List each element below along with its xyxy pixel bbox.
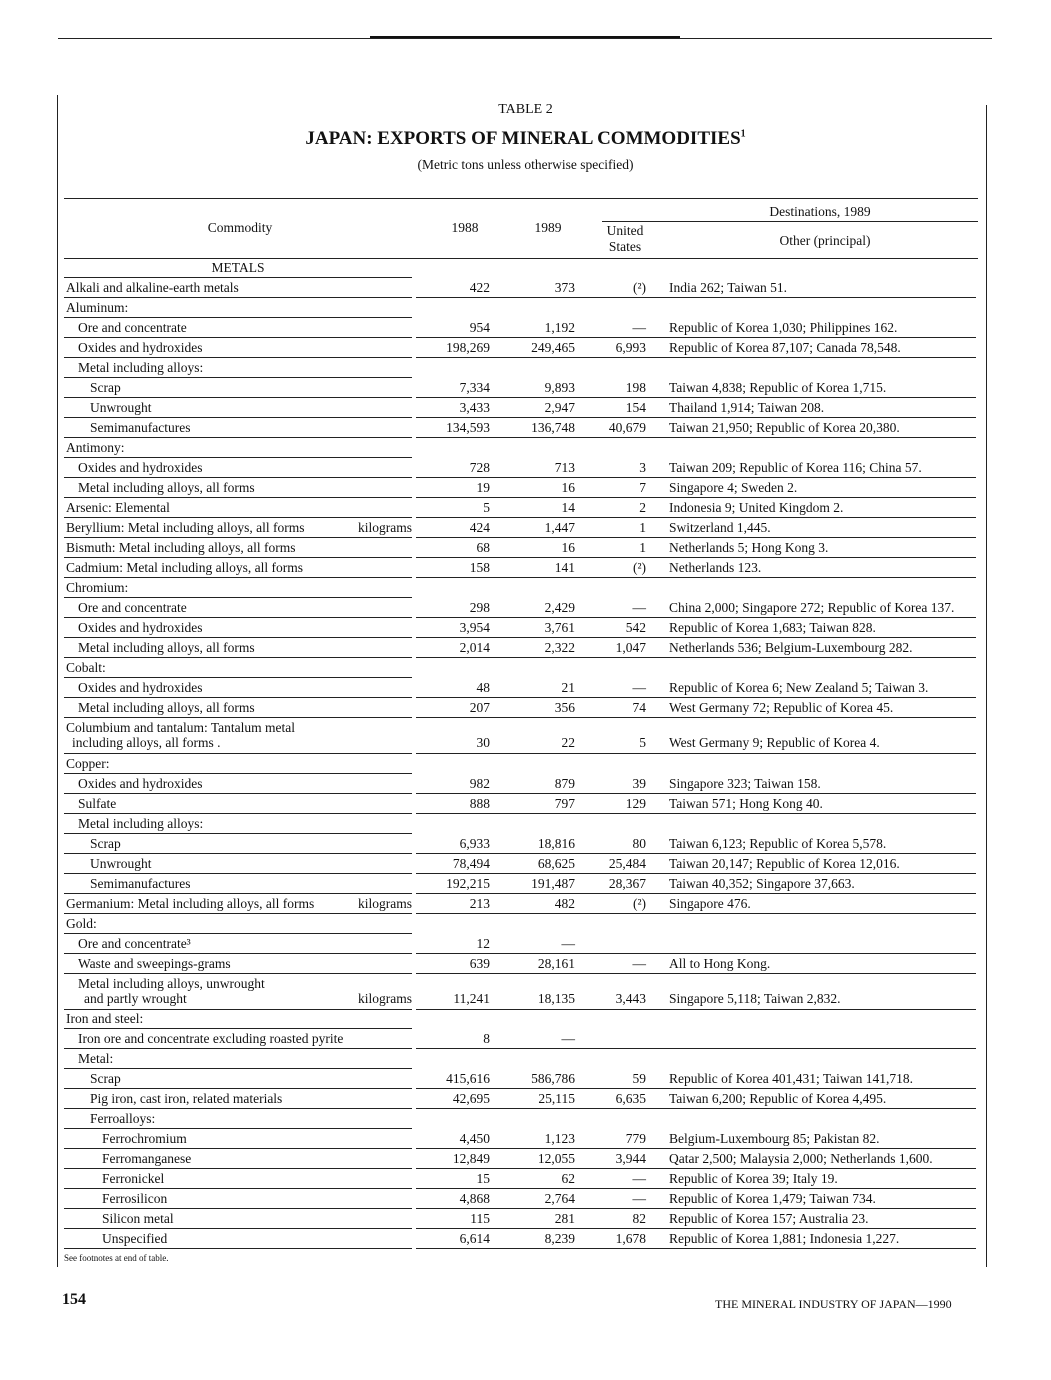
commodity-label: Ore and concentrate xyxy=(78,600,187,615)
page-number: 154 xyxy=(62,1291,86,1308)
value-united-states: 25,484 xyxy=(608,856,646,871)
value-1988: 639 xyxy=(469,956,490,971)
value-1989: 21 xyxy=(561,680,575,695)
title-footnote-marker: 1 xyxy=(740,128,746,140)
value-1988: 30 xyxy=(476,735,490,750)
commodity-label: Gold: xyxy=(66,916,97,931)
commodity-label: Metal including alloys, all forms xyxy=(78,480,255,495)
commodity-label: Oxides and hydroxides xyxy=(78,776,203,791)
value-1989: 2,429 xyxy=(544,600,575,615)
value-other-destinations: Indonesia 9; United Kingdom 2. xyxy=(669,500,844,515)
table-row xyxy=(0,1149,1051,1169)
table-row xyxy=(0,1169,1051,1189)
value-united-states: 779 xyxy=(625,1131,646,1146)
row-rule-values xyxy=(416,1248,976,1249)
col-header-us-line1: United xyxy=(606,223,644,238)
unit-label: kilograms xyxy=(358,896,412,911)
unit-label: kilograms xyxy=(358,520,412,535)
value-1988: 3,433 xyxy=(459,400,490,415)
table-row xyxy=(0,478,1051,498)
value-1989: 249,465 xyxy=(531,340,575,355)
commodity-label: Metal including alloys: xyxy=(78,816,204,831)
table-title-text: JAPAN: EXPORTS OF MINERAL COMMODITIES xyxy=(305,128,741,149)
value-united-states: 80 xyxy=(632,836,646,851)
value-other-destinations: Thailand 1,914; Taiwan 208. xyxy=(669,400,825,415)
value-1989: 191,487 xyxy=(531,876,575,891)
value-1989: 1,123 xyxy=(544,1131,575,1146)
value-united-states: 6,635 xyxy=(615,1091,646,1106)
value-1988: 8 xyxy=(483,1031,490,1046)
value-1988: 4,868 xyxy=(459,1191,490,1206)
commodity-label: Antimony: xyxy=(66,440,125,455)
table-row xyxy=(0,914,1051,934)
value-1989: 1,447 xyxy=(544,520,575,535)
value-1988: 5 xyxy=(483,500,490,515)
value-1988: 158 xyxy=(469,560,490,575)
value-other-destinations: Republic of Korea 1,479; Taiwan 734. xyxy=(669,1191,876,1206)
value-1988: 134,593 xyxy=(446,420,490,435)
value-1988: 2,014 xyxy=(459,640,490,655)
col-header-commodity: Commodity xyxy=(207,220,273,235)
value-1988: 68 xyxy=(476,540,490,555)
value-other-destinations: Singapore 5,118; Taiwan 2,832. xyxy=(669,991,841,1006)
value-other-destinations: Taiwan 209; Republic of Korea 116; China 57. xyxy=(669,460,922,475)
value-united-states: 542 xyxy=(625,620,646,635)
table-row xyxy=(0,1229,1051,1249)
commodity-label: Ore and concentrate³ xyxy=(78,936,191,951)
value-other-destinations: Netherlands 123. xyxy=(669,560,762,575)
table-row xyxy=(0,934,1051,954)
value-1989: 9,893 xyxy=(544,380,575,395)
footnote-note: See footnotes at end of table. xyxy=(64,1253,169,1263)
table-row xyxy=(0,558,1051,578)
col-header-us-line2: States xyxy=(608,239,642,254)
commodity-label: Metal including alloys: xyxy=(78,360,204,375)
value-united-states: 6,993 xyxy=(615,340,646,355)
value-united-states: (²) xyxy=(632,560,646,575)
value-1989: 25,115 xyxy=(538,1091,575,1106)
commodity-label: Oxides and hydroxides xyxy=(78,680,203,695)
value-united-states: 3 xyxy=(639,460,646,475)
table-row xyxy=(0,538,1051,558)
value-united-states: 1 xyxy=(639,540,646,555)
value-united-states: — xyxy=(632,956,646,971)
table-row xyxy=(0,338,1051,358)
commodity-label: Oxides and hydroxides xyxy=(78,460,203,475)
value-other-destinations: Republic of Korea 401,431; Taiwan 141,718. xyxy=(669,1071,914,1086)
value-1988: 415,616 xyxy=(446,1071,490,1086)
value-other-destinations: West Germany 9; Republic of Korea 4. xyxy=(669,735,880,750)
value-united-states: 1,047 xyxy=(615,640,646,655)
table-row xyxy=(0,1069,1051,1089)
value-1989: 141 xyxy=(554,560,575,575)
commodity-label: Alkali and alkaline-earth metals xyxy=(66,280,239,295)
value-other-destinations: Taiwan 40,352; Singapore 37,663. xyxy=(669,876,855,891)
commodity-label: Oxides and hydroxides xyxy=(78,340,203,355)
table-row xyxy=(0,458,1051,478)
commodity-label: Waste and sweepings-grams xyxy=(78,956,231,971)
col-header-1989: 1989 xyxy=(534,220,562,235)
value-other-destinations: Singapore 4; Sweden 2. xyxy=(669,480,798,495)
commodity-label: Germanium: Metal including alloys, all forms xyxy=(66,896,315,911)
header-top-rule xyxy=(64,198,978,199)
value-1988: 6,614 xyxy=(459,1231,490,1246)
commodity-label: Ferroalloys: xyxy=(90,1111,156,1126)
value-1989: 281 xyxy=(554,1211,575,1226)
value-other-destinations: Republic of Korea 6; New Zealand 5; Taiwan 3. xyxy=(669,680,929,695)
commodity-label: Pig iron, cast iron, related materials xyxy=(90,1091,283,1106)
value-other-destinations: Taiwan 571; Hong Kong 40. xyxy=(669,796,823,811)
value-1988: 888 xyxy=(469,796,490,811)
table-row xyxy=(0,874,1051,894)
value-1989: 797 xyxy=(554,796,575,811)
commodity-label: Arsenic: Elemental xyxy=(66,500,170,515)
value-other-destinations: Taiwan 21,950; Republic of Korea 20,380. xyxy=(669,420,900,435)
commodity-label: Semimanufactures xyxy=(90,876,191,891)
top-rule xyxy=(58,38,992,39)
commodity-label: Bismuth: Metal including alloys, all forms xyxy=(66,540,296,555)
value-united-states: 74 xyxy=(632,700,646,715)
value-united-states: 129 xyxy=(625,796,646,811)
commodity-label: Scrap xyxy=(90,836,121,851)
value-1988: 207 xyxy=(469,700,490,715)
commodity-label: Cobalt: xyxy=(66,660,106,675)
commodity-label: Unwrought xyxy=(90,400,152,415)
table-row xyxy=(0,1089,1051,1109)
value-1988: 12,849 xyxy=(452,1151,490,1166)
value-1989: 356 xyxy=(554,700,575,715)
value-1988: 6,933 xyxy=(459,836,490,851)
table-row xyxy=(0,718,1051,754)
unit-label: kilograms xyxy=(358,991,412,1006)
value-1989: 373 xyxy=(554,280,575,295)
commodity-label: Metal including alloys, all forms xyxy=(78,700,255,715)
value-other-destinations: Taiwan 4,838; Republic of Korea 1,715. xyxy=(669,380,887,395)
value-united-states: 59 xyxy=(632,1071,646,1086)
table-row xyxy=(0,954,1051,974)
value-other-destinations: Qatar 2,500; Malaysia 2,000; Netherlands 1,600. xyxy=(669,1151,933,1166)
table-row xyxy=(0,278,1051,298)
value-united-states: 154 xyxy=(625,400,646,415)
table-row xyxy=(0,1209,1051,1229)
table-row xyxy=(0,754,1051,774)
commodity-label: Columbium and tantalum: Tantalum metal xyxy=(66,720,296,735)
table-row xyxy=(0,418,1051,438)
commodity-label: Metal including alloys, unwrought xyxy=(78,976,265,991)
value-1988: 422 xyxy=(469,280,490,295)
value-1989: 22 xyxy=(561,735,575,750)
commodity-label: Scrap xyxy=(90,380,121,395)
value-other-destinations: West Germany 72; Republic of Korea 45. xyxy=(669,700,894,715)
value-united-states: 198 xyxy=(625,380,646,395)
commodity-label: Unspecified xyxy=(102,1231,168,1246)
value-united-states: — xyxy=(632,1191,646,1206)
value-1989: 18,135 xyxy=(537,991,575,1006)
table-row xyxy=(0,1109,1051,1129)
value-1988: 298 xyxy=(469,600,490,615)
value-1988: 15 xyxy=(476,1171,490,1186)
value-1989: 28,161 xyxy=(537,956,575,971)
commodity-label: Cadmium: Metal including alloys, all forms xyxy=(66,560,303,575)
value-1989: 8,239 xyxy=(544,1231,575,1246)
commodity-label: Beryllium: Metal including alloys, all forms xyxy=(66,520,305,535)
col-header-destinations: Destinations, 1989 xyxy=(769,204,871,219)
value-1988: 12 xyxy=(476,936,490,951)
value-united-states: 1,678 xyxy=(615,1231,646,1246)
value-other-destinations: Netherlands 5; Hong Kong 3. xyxy=(669,540,829,555)
value-1989: 879 xyxy=(554,776,575,791)
value-other-destinations: All to Hong Kong. xyxy=(669,956,771,971)
commodity-label: Semimanufactures xyxy=(90,420,191,435)
table-row xyxy=(0,1129,1051,1149)
row-rule xyxy=(64,1248,412,1249)
value-1988: 192,215 xyxy=(446,876,490,891)
value-united-states: 40,679 xyxy=(608,420,646,435)
value-united-states: 2 xyxy=(639,500,646,515)
commodity-label: Ore and concentrate xyxy=(78,320,187,335)
value-1989: 482 xyxy=(554,896,575,911)
value-1988: 982 xyxy=(469,776,490,791)
value-1988: 42,695 xyxy=(452,1091,490,1106)
value-1988: 728 xyxy=(469,460,490,475)
value-other-destinations: Singapore 323; Taiwan 158. xyxy=(669,776,821,791)
value-1989: 2,947 xyxy=(544,400,575,415)
table-row xyxy=(0,1029,1051,1049)
commodity-label: Aluminum: xyxy=(66,300,129,315)
commodity-label: Ferromanganese xyxy=(102,1151,192,1166)
value-other-destinations: Taiwan 6,123; Republic of Korea 5,578. xyxy=(669,836,887,851)
value-other-destinations: Netherlands 536; Belgium-Luxembourg 282. xyxy=(669,640,913,655)
value-1988: 19 xyxy=(476,480,490,495)
value-united-states: 3,443 xyxy=(615,991,646,1006)
value-1989: 3,761 xyxy=(544,620,575,635)
destinations-rule xyxy=(602,221,978,222)
commodity-label: Chromium: xyxy=(66,580,129,595)
value-united-states: 7 xyxy=(639,480,646,495)
value-1988: 7,334 xyxy=(459,380,490,395)
commodity-label: Scrap xyxy=(90,1071,121,1086)
commodity-label: Metal: xyxy=(78,1051,114,1066)
commodity-label: Copper: xyxy=(66,756,110,771)
value-other-destinations: Taiwan 6,200; Republic of Korea 4,495. xyxy=(669,1091,887,1106)
value-1988: 78,494 xyxy=(452,856,490,871)
value-1989: 18,816 xyxy=(537,836,575,851)
value-1988: 11,241 xyxy=(453,991,490,1006)
table-number: TABLE 2 xyxy=(498,102,553,117)
value-united-states: 1 xyxy=(639,520,646,535)
value-1989: 136,748 xyxy=(531,420,575,435)
commodity-label: Metal including alloys, all forms xyxy=(78,640,255,655)
commodity-label: Unwrought xyxy=(90,856,152,871)
value-united-states: (²) xyxy=(632,280,646,295)
value-united-states: — xyxy=(632,320,646,335)
value-united-states: — xyxy=(632,1171,646,1186)
value-other-destinations: Republic of Korea 1,881; Indonesia 1,227. xyxy=(669,1231,900,1246)
value-other-destinations: Singapore 476. xyxy=(669,896,751,911)
value-1989: 2,322 xyxy=(544,640,575,655)
table-row xyxy=(0,854,1051,874)
table-subtitle: (Metric tons unless otherwise specified) xyxy=(417,157,634,172)
value-united-states: 82 xyxy=(632,1211,646,1226)
commodity-label: Silicon metal xyxy=(102,1211,174,1226)
value-1989: 586,786 xyxy=(531,1071,575,1086)
value-united-states: 28,367 xyxy=(608,876,646,891)
table-row xyxy=(0,498,1051,518)
table-title xyxy=(0,128,1051,150)
table-row xyxy=(0,518,1051,538)
table-row xyxy=(0,578,1051,598)
table-row xyxy=(0,658,1051,678)
table-row xyxy=(0,378,1051,398)
col-header-1988: 1988 xyxy=(451,220,479,235)
table-row xyxy=(0,438,1051,458)
value-1988: 3,954 xyxy=(459,620,490,635)
table-row xyxy=(0,638,1051,658)
value-1988: 213 xyxy=(469,896,490,911)
commodity-label-continued: and partly wrought xyxy=(84,991,187,1006)
value-1989: — xyxy=(561,936,575,951)
table-row xyxy=(0,318,1051,338)
value-1989: 68,625 xyxy=(537,856,575,871)
value-other-destinations: Republic of Korea 87,107; Canada 78,548. xyxy=(669,340,901,355)
table-row xyxy=(0,974,1051,1010)
running-footer: THE MINERAL INDUSTRY OF JAPAN—1990 xyxy=(715,1297,952,1311)
value-united-states: 3,944 xyxy=(615,1151,646,1166)
table-row xyxy=(0,834,1051,854)
commodity-label: Iron and steel: xyxy=(66,1011,144,1026)
value-united-states: 5 xyxy=(639,735,646,750)
commodity-label: Iron ore and concentrate excluding roasted pyrite xyxy=(78,1031,344,1046)
value-1989: 62 xyxy=(561,1171,575,1186)
value-1989: 16 xyxy=(561,480,575,495)
value-united-states: — xyxy=(632,680,646,695)
section-heading-row xyxy=(0,258,1051,278)
table-row xyxy=(0,1009,1051,1029)
table-row xyxy=(0,618,1051,638)
value-1988: 4,450 xyxy=(459,1131,490,1146)
value-other-destinations: China 2,000; Singapore 272; Republic of Korea 137. xyxy=(669,600,955,615)
value-1988: 954 xyxy=(469,320,490,335)
commodity-label-continued: including alloys, all forms . xyxy=(72,735,221,750)
col-header-other: Other (principal) xyxy=(779,233,871,248)
value-other-destinations: Republic of Korea 157; Australia 23. xyxy=(669,1211,869,1226)
value-other-destinations: Republic of Korea 39; Italy 19. xyxy=(669,1171,838,1186)
value-1989: 16 xyxy=(561,540,575,555)
value-united-states: (²) xyxy=(632,896,646,911)
value-1988: 198,269 xyxy=(446,340,490,355)
commodity-label: Ferrochromium xyxy=(102,1131,187,1146)
table-row xyxy=(0,894,1051,914)
value-1989: 14 xyxy=(561,500,575,515)
value-1988: 115 xyxy=(470,1211,490,1226)
value-united-states: 39 xyxy=(632,776,646,791)
table-row xyxy=(0,794,1051,814)
value-other-destinations: Republic of Korea 1,683; Taiwan 828. xyxy=(669,620,876,635)
commodity-label: Oxides and hydroxides xyxy=(78,620,203,635)
value-1989: 2,764 xyxy=(544,1191,575,1206)
table-row xyxy=(0,358,1051,378)
value-other-destinations: Republic of Korea 1,030; Philippines 162. xyxy=(669,320,898,335)
value-1989: 713 xyxy=(554,460,575,475)
value-1989: 12,055 xyxy=(537,1151,575,1166)
section-heading: METALS xyxy=(211,260,265,275)
commodity-label: Ferronickel xyxy=(102,1171,165,1186)
value-other-destinations: India 262; Taiwan 51. xyxy=(669,280,788,295)
table-row xyxy=(0,814,1051,834)
value-other-destinations: Switzerland 1,445. xyxy=(669,520,771,535)
table-row xyxy=(0,598,1051,618)
table-row xyxy=(0,774,1051,794)
value-1988: 424 xyxy=(469,520,490,535)
value-1989: 1,192 xyxy=(544,320,575,335)
table-row xyxy=(0,398,1051,418)
value-other-destinations: Belgium-Luxembourg 85; Pakistan 82. xyxy=(669,1131,880,1146)
value-1988: 48 xyxy=(476,680,490,695)
value-united-states: — xyxy=(632,600,646,615)
commodity-label: Sulfate xyxy=(78,796,117,811)
table-row xyxy=(0,1189,1051,1209)
table-row xyxy=(0,298,1051,318)
value-other-destinations: Taiwan 20,147; Republic of Korea 12,016. xyxy=(669,856,900,871)
value-1989: — xyxy=(561,1031,575,1046)
table-row xyxy=(0,678,1051,698)
table-row xyxy=(0,1049,1051,1069)
table-row xyxy=(0,698,1051,718)
commodity-label: Ferrosilicon xyxy=(102,1191,168,1206)
